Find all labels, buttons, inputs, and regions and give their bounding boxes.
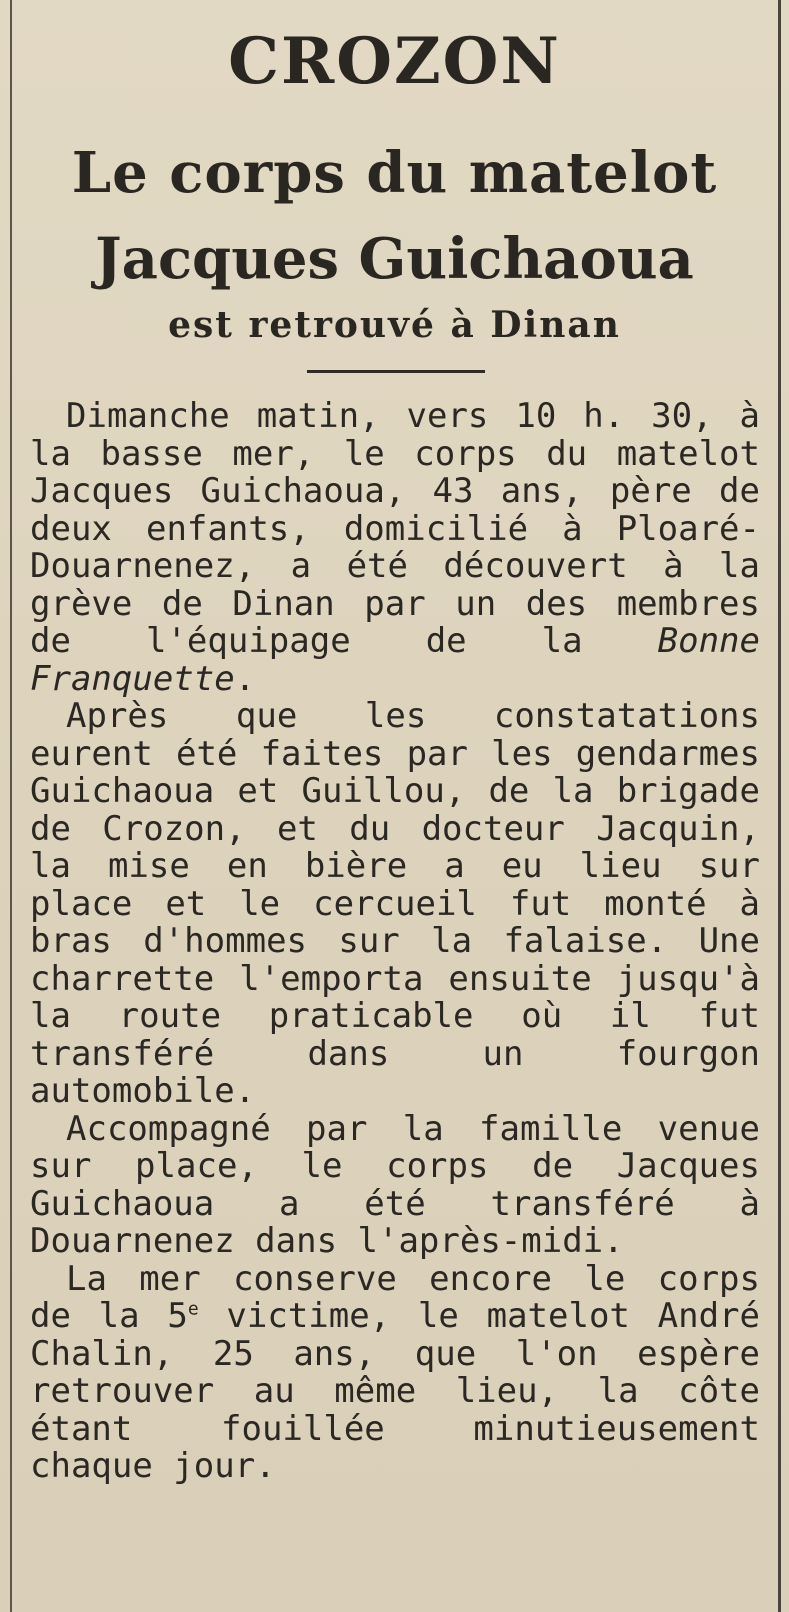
section-kicker: CROZON	[228, 24, 561, 99]
paragraph-4	[30, 1258, 760, 1486]
article-body	[30, 398, 760, 1486]
headline-line-1: Le corps du matelot	[71, 140, 718, 206]
paragraph-2: Après que les constatations eurent été faites par les gendarmes Guichaoua et Guillou, de la brigade de Crozon, et du docteur Jacquin, la mise en bière a eu lieu sur place et le cercueil fut monté à bras d'hommes sur la falaise. Une charrette l'emporta ensuite jusqu'à la route praticable où il fut transféré dans un fourgon automobile.	[30, 696, 760, 1111]
paragraph-1-text: Dimanche matin, vers 10 h. 30, à la basse mer, le corps du matelot Jacques Guichaoua, 43 ans, père de deux enfants, domicilié à Ploaré-Douarnenez, a été découvert à la grève de Dinan par un des membres de l'équipage de la	[30, 396, 760, 661]
ordinal-suffix: e	[187, 1298, 199, 1320]
paragraph-1-end: .	[234, 658, 256, 699]
paragraph-1	[30, 398, 760, 698]
headline-divider	[307, 370, 485, 373]
headline-subtitle: est retrouvé à Dinan	[168, 304, 621, 346]
headline-line-2: Jacques Guichaoua	[95, 226, 694, 292]
paragraph-4-text-end: victime, le matelot André Chalin, 25 ans, que l'on espère retrouver au même lieu, la côte étant fouillée minutieusement chaque jour.	[30, 1296, 760, 1486]
ship-name: Bonne Franquette	[30, 621, 760, 699]
paragraph-4-text: La mer conserve encore le corps de la 5	[30, 1258, 760, 1336]
paragraph-3: Accompagné par la famille venue sur place, le corps de Jacques Guichaoua a été transféré à Douarnenez dans l'après-midi.	[30, 1108, 760, 1261]
